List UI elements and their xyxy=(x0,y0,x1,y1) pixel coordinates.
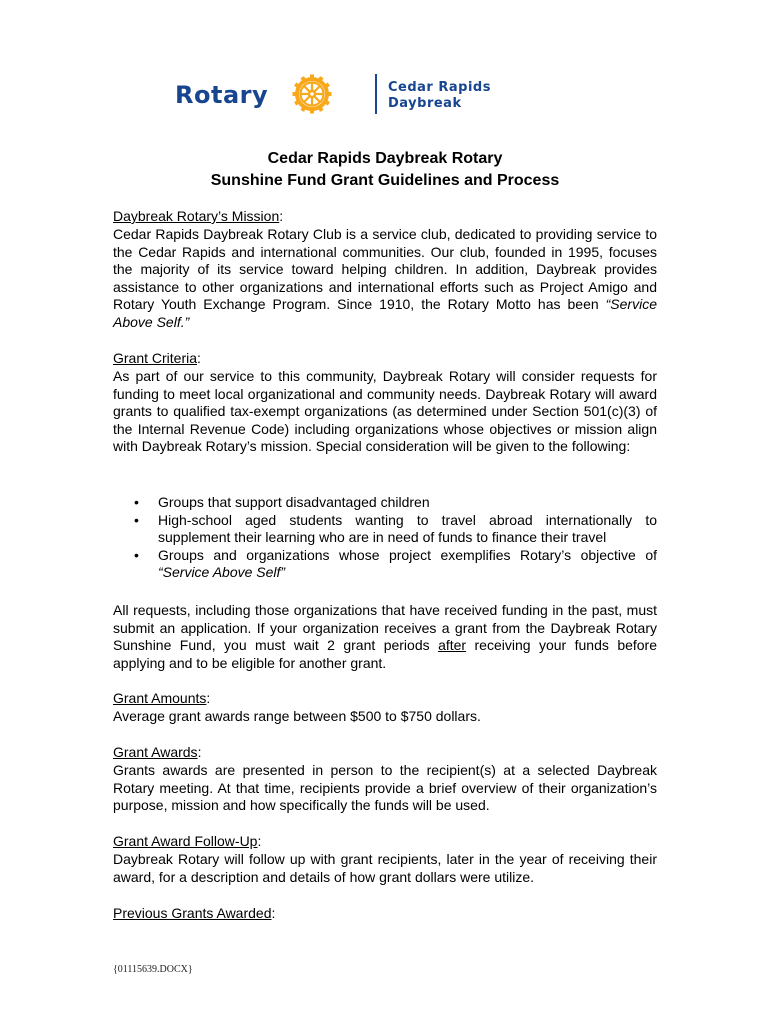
rotary-logo xyxy=(175,68,555,120)
requests-underlined: after xyxy=(438,637,467,653)
mission-heading-text: Daybreak Rotary’s Mission xyxy=(113,208,280,224)
club-name-line1: Cedar Rapids xyxy=(388,80,491,95)
awards-paragraph: Grants awards are presented in person to the recipient(s) at a selected Daybreak Rotary meeting. At that time, recipients provide a brief overview of their organization’s purpose, mission and how specifically the funds will be used. xyxy=(113,762,657,813)
awards-heading: Grant Awards: xyxy=(113,744,202,760)
list-item xyxy=(113,547,657,582)
bullet-motto: “Service Above Self” xyxy=(158,564,286,580)
bullet-text: Groups that support disadvantaged children xyxy=(158,494,430,510)
amounts-paragraph: Average grant awards range between $500 to $750 dollars. xyxy=(113,708,481,724)
mission-paragraph xyxy=(113,226,657,331)
followup-section xyxy=(113,851,657,886)
club-name-line2: Daybreak xyxy=(388,96,462,111)
followup-heading: Grant Award Follow-Up: xyxy=(113,833,262,849)
club-name xyxy=(388,80,491,112)
document-id-footer: {01115639.DOCX} xyxy=(113,964,193,975)
awards-section xyxy=(113,762,657,815)
bullet-text: High-school aged students wanting to travel abroad internationally to supplement their learning who are in need of funds to finance their travel xyxy=(158,511,657,545)
document-title: Cedar Rapids Daybreak Rotary xyxy=(267,150,503,167)
requests-paragraph xyxy=(113,602,657,672)
criteria-bullet-list xyxy=(113,494,657,582)
rotary-wordmark: Rotary xyxy=(175,81,269,109)
document-subtitle: Sunshine Fund Grant Guidelines and Process xyxy=(210,172,560,189)
followup-paragraph: Daybreak Rotary will follow up with grant recipients, later in the year of receiving their award, for a description and details of how grant dollars were utilize. xyxy=(113,851,657,885)
awards-heading-text: Grant Awards xyxy=(113,744,198,760)
rotary-wheel-icon xyxy=(292,74,332,114)
bullet-icon: • xyxy=(134,511,139,528)
bullet-icon: • xyxy=(134,546,139,563)
rotary-motto: “Service Above Self.” xyxy=(113,296,657,330)
bullet-icon: • xyxy=(134,494,139,510)
list-item xyxy=(113,512,657,547)
amounts-heading: Grant Amounts: xyxy=(113,690,211,706)
requests-text-before: All requests, including those organizations that have received funding in the past, must submit an application. If your organization receives a grant from the Daybreak Rotary Sunshine Fund, you must wait 2 grant periods xyxy=(113,602,657,653)
previous-heading-text: Previous Grants Awarded xyxy=(113,905,272,921)
criteria-heading-text: Grant Criteria xyxy=(113,350,198,366)
previous-heading: Previous Grants Awarded: xyxy=(113,905,276,921)
criteria-paragraph: As part of our service to this community, Daybreak Rotary will consider requests for funding to meet local organizational and community needs. Daybreak Rotary will award grants to qualified tax-exempt organizations (as determined under Section 501(c)(3) of the Internal Revenue Code) including organizations whose objectives or mission align with Daybreak Rotary’s mission. Special consideration will be given to the following: xyxy=(113,368,657,454)
bullet-text: Groups and organizations whose project exemplifies Rotary’s objective of xyxy=(158,546,657,563)
mission-heading: Daybreak Rotary’s Mission: xyxy=(113,208,284,224)
requests-section xyxy=(113,602,657,672)
mission-section xyxy=(113,226,657,331)
followup-heading-text: Grant Award Follow-Up xyxy=(113,833,258,849)
criteria-heading: Grant Criteria: xyxy=(113,350,201,366)
list-item xyxy=(113,494,657,512)
requests-text-after: receiving your funds before applying and to be eligible for another grant. xyxy=(113,637,658,671)
amounts-heading-text: Grant Amounts xyxy=(113,690,207,706)
criteria-section xyxy=(113,368,657,456)
amounts-section xyxy=(113,708,657,726)
logo-divider xyxy=(375,74,377,114)
mission-text: Cedar Rapids Daybreak Rotary Club is a service club, dedicated to providing service to the Cedar Rapids and international communities. Our club, founded in 1995, focuses the majority of its service toward helping children. In addition, Daybreak provides assistance to other organizations and international efforts such as Project Amigo and Rotary Youth Exchange Program. Since 1910, the Rotary Motto has been xyxy=(113,226,657,312)
